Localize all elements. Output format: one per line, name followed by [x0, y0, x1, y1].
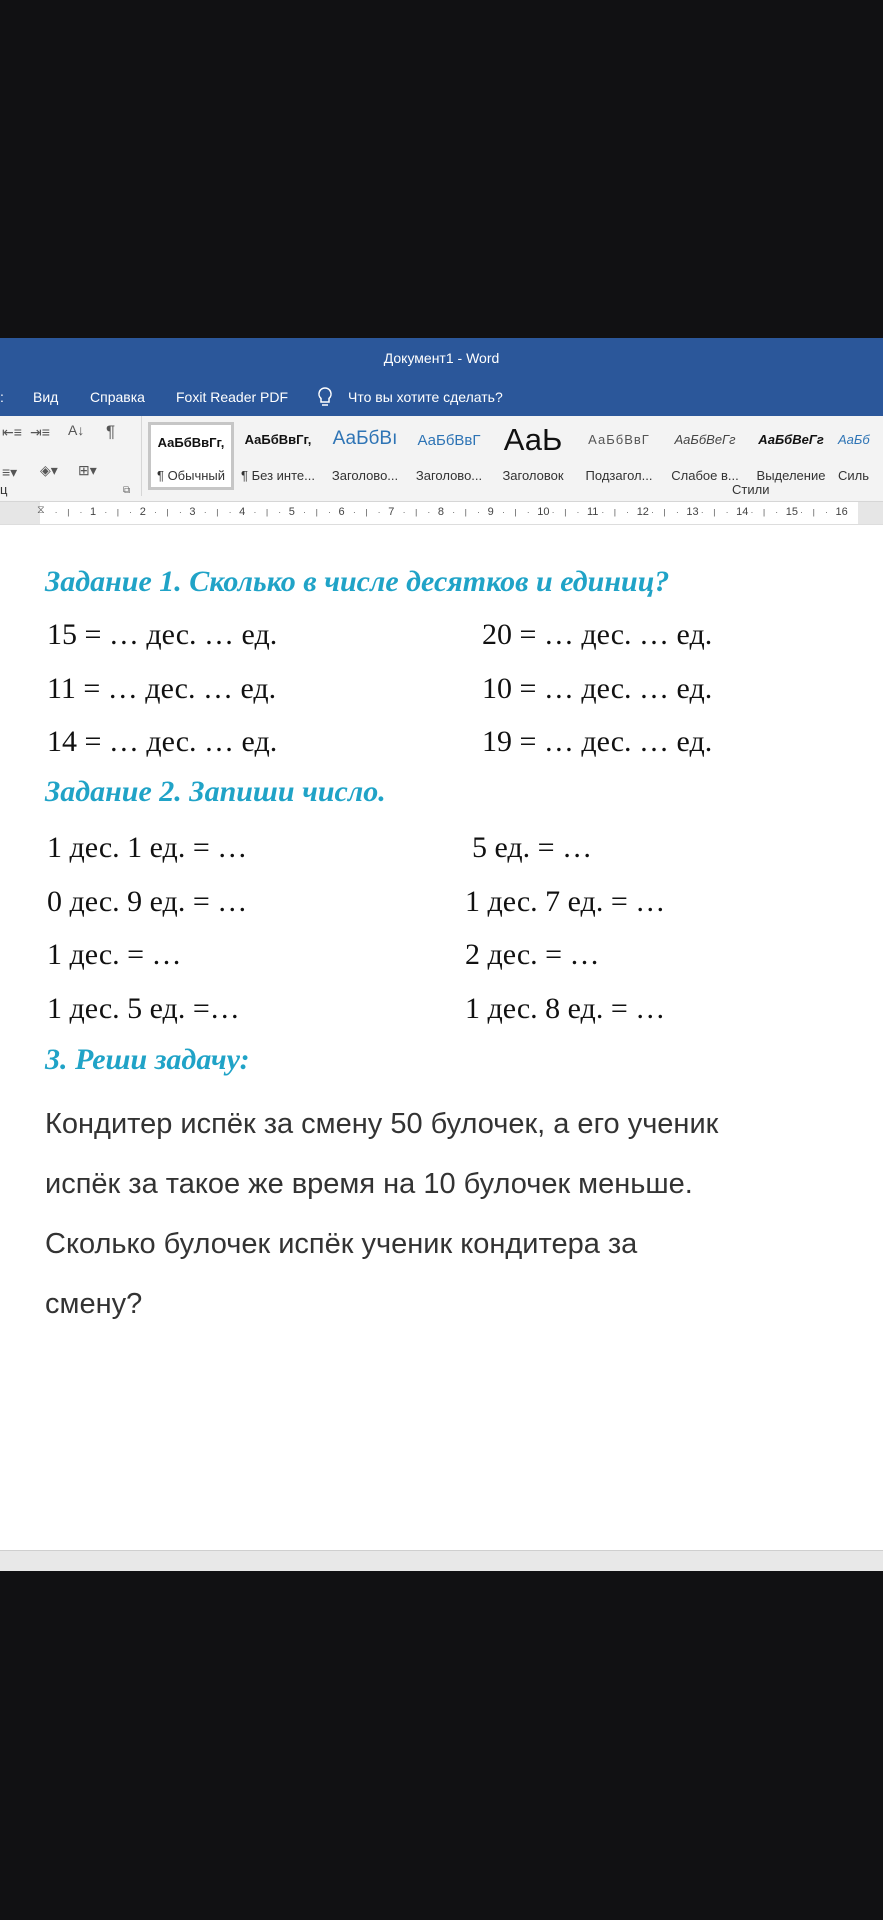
task1-left-3: 14 = … дес. … ед.	[47, 725, 278, 758]
ruler-minor-tick: ·	[377, 508, 381, 517]
style-name: Слабое в...	[671, 468, 739, 483]
ruler-minor-tick: ·	[253, 508, 257, 517]
ruler-minor-tick: ·	[402, 508, 406, 517]
ruler-tick-label: 7	[388, 506, 395, 518]
ruler-tick-label: 15	[785, 506, 799, 518]
style-name: Заголовок	[502, 468, 564, 483]
horizontal-ruler[interactable]	[0, 502, 883, 525]
task3-line-1: Кондитер испёк за смену 50 булочек, а его ученик	[45, 1108, 719, 1140]
ruler-minor-tick: ·	[800, 508, 803, 517]
ruler-minor-tick: |	[67, 508, 70, 517]
task1-left-2: 11 = … дес. … ед.	[47, 672, 277, 705]
style-sample: АаБбВвГ	[588, 432, 650, 447]
style-sample: АаБбВвГг,	[244, 432, 312, 447]
menu-edge-fragment: :	[0, 389, 4, 405]
menu-item-help[interactable]: Справка	[90, 389, 145, 405]
style-heading-2[interactable]	[408, 422, 490, 490]
task1-heading: Задание 1. Сколько в числе десятков и единиц?	[45, 565, 670, 598]
ruler-minor-tick: ·	[452, 508, 456, 517]
style-sample: АаБбВı	[332, 428, 398, 449]
dialog-launcher-icon[interactable]: ⧉	[123, 485, 131, 496]
ruler-minor-tick: ·	[725, 508, 729, 517]
decrease-indent-icon[interactable]: ⇤≡	[2, 424, 22, 440]
style-name: ¶ Обычный	[156, 468, 226, 483]
style-name: Подзагол...	[585, 468, 653, 483]
ruler-minor-tick: ·	[353, 508, 356, 517]
ruler-minor-tick: ·	[203, 508, 207, 517]
style-name: ¶ Без инте...	[241, 468, 315, 483]
ruler-minor-tick: ·	[700, 508, 704, 517]
ruler-minor-tick: ·	[526, 508, 530, 517]
window-title: Документ1 - Word	[383, 350, 500, 366]
task2-right-2: 1 дес. 7 ед. = …	[465, 885, 666, 918]
style-name: Заголово...	[415, 468, 483, 483]
group-label-styles: Стили	[732, 482, 770, 497]
pilcrow-icon[interactable]: ¶	[106, 422, 116, 441]
ruler-minor-tick: ·	[104, 508, 108, 517]
style-subtitle[interactable]	[578, 422, 660, 490]
task1-right-1: 20 = … дес. … ед.	[482, 618, 713, 651]
style-sample: АаБб	[838, 432, 870, 447]
ruler-minor-tick: ·	[502, 508, 505, 517]
ruler-minor-tick: ·	[228, 508, 232, 517]
style-name: Заголово...	[331, 468, 399, 483]
ruler-tick-label: 8	[437, 506, 445, 518]
increase-indent-icon[interactable]: ⇥≡	[30, 424, 50, 440]
menu-item-view[interactable]: Вид	[33, 389, 59, 405]
task2-left-3: 1 дес. = …	[47, 938, 182, 971]
menu-item-foxit[interactable]: Foxit Reader PDF	[176, 389, 289, 405]
style-emphasis[interactable]	[750, 422, 832, 490]
task2-heading: Задание 2. Запиши число.	[45, 775, 386, 808]
ruler-minor-tick: |	[763, 508, 766, 517]
task3-heading: 3. Реши задачу:	[45, 1043, 250, 1076]
ruler-minor-tick: |	[116, 508, 119, 517]
ruler-minor-tick: |	[713, 508, 716, 517]
task1-left-1: 15 = … дес. … ед.	[47, 618, 278, 651]
style-name: Выделение	[756, 468, 826, 483]
ruler-minor-tick: |	[266, 508, 269, 517]
style-subtle-emphasis[interactable]	[664, 422, 746, 490]
ruler-minor-tick: ·	[651, 508, 654, 517]
ruler-minor-tick: ·	[775, 508, 779, 517]
styles-gallery	[148, 422, 883, 490]
task3-line-2: испёк за такое же время на 10 булочек меньше.	[45, 1168, 693, 1200]
ruler-minor-tick: |	[514, 508, 517, 517]
style-normal[interactable]	[148, 422, 234, 490]
task2-left-2: 0 дес. 9 ед. = …	[47, 885, 248, 918]
ruler-minor-tick: ·	[154, 508, 157, 517]
style-heading-1[interactable]	[324, 422, 406, 490]
group-label-paragraph: ц	[0, 482, 8, 497]
document-page[interactable]	[0, 525, 883, 1550]
ruler-minor-tick: ·	[79, 508, 83, 517]
ruler-tick-label: 4	[239, 506, 246, 518]
style-title[interactable]	[494, 422, 572, 490]
menu-bar	[0, 378, 883, 416]
ruler-minor-tick: ·	[179, 508, 182, 517]
ruler-tick-label: 12	[636, 506, 649, 518]
task2-right-4: 1 дес. 8 ед. = …	[465, 992, 666, 1025]
ruler-minor-tick: ·	[328, 508, 331, 517]
ruler-margin-right	[858, 502, 883, 524]
task2-left-1: 1 дес. 1 ед. = …	[47, 831, 248, 864]
ruler-minor-tick: |	[166, 508, 169, 517]
style-strong[interactable]	[836, 422, 883, 490]
ruler-minor-tick: ·	[129, 508, 132, 517]
style-sample: АаБбВвГ	[417, 432, 481, 449]
ruler-minor-tick: ·	[576, 508, 580, 517]
sort-icon[interactable]: A↓	[68, 422, 85, 438]
ruler-minor-tick: |	[812, 508, 815, 517]
task3-line-3: Сколько булочек испёк ученик кондитера за	[45, 1228, 638, 1260]
ruler-minor-tick: |	[613, 508, 616, 517]
style-no-spacing[interactable]	[236, 422, 320, 490]
task1-right-2: 10 = … дес. … ед.	[482, 672, 713, 705]
ruler-tick-label: 11	[587, 506, 599, 518]
ruler-tick-label: 14	[736, 506, 749, 518]
ruler-minor-tick: ·	[626, 508, 629, 517]
style-sample: АаБбВвГг,	[157, 435, 225, 450]
ribbon	[0, 416, 883, 502]
ruler-tick-label: 10	[537, 506, 550, 518]
ruler-minor-tick: |	[216, 508, 219, 517]
ruler-minor-tick: ·	[551, 508, 555, 517]
ruler-minor-tick: ·	[278, 508, 282, 517]
ruler-tick-label: 9	[487, 506, 494, 518]
ruler-minor-tick: |	[464, 508, 467, 517]
ruler-minor-tick: ·	[676, 508, 679, 517]
borders-icon[interactable]: ⊞▾	[78, 462, 97, 478]
task3-line-4: смену?	[45, 1288, 143, 1320]
ruler-tick-label: 16	[835, 506, 848, 518]
ruler-tick-label: 3	[189, 506, 196, 518]
ruler-minor-tick: ·	[825, 508, 828, 517]
task2-right-1: 5 ед. = …	[472, 831, 593, 864]
task2-left-4: 1 дес. 5 ед. =…	[47, 992, 240, 1025]
ruler-minor-tick: |	[315, 508, 318, 517]
ruler-minor-tick: |	[663, 508, 666, 517]
ruler-tick-label: 6	[338, 506, 345, 518]
ruler-minor-tick: |	[564, 508, 567, 517]
indent-marker-icon[interactable]: ⧖	[37, 504, 45, 516]
ruler-tick-label: 5	[288, 506, 295, 518]
ruler-margin-left	[0, 502, 40, 524]
line-spacing-icon[interactable]: ≡▾	[2, 464, 18, 480]
ruler-tick-label: 13	[686, 506, 699, 518]
ruler-minor-tick: ·	[54, 508, 58, 517]
ruler-minor-tick: ·	[477, 508, 480, 517]
tell-me-input[interactable]: Что вы хотите сделать?	[348, 389, 503, 405]
lightbulb-icon[interactable]	[316, 386, 334, 411]
style-sample: АаБбВеГг	[674, 432, 736, 447]
ruler-minor-tick: |	[365, 508, 368, 517]
task2-right-3: 2 дес. = …	[465, 938, 600, 971]
group-divider	[141, 416, 142, 496]
ruler-minor-tick: |	[415, 508, 418, 517]
ruler-minor-tick: ·	[427, 508, 431, 517]
status-bar	[0, 1550, 883, 1571]
word-window	[0, 338, 883, 1570]
ruler-minor-tick: ·	[601, 508, 605, 517]
ruler-minor-tick: ·	[750, 508, 754, 517]
style-sample: АаЬ	[503, 422, 563, 457]
title-bar	[0, 338, 883, 378]
ruler-tick-label: 2	[139, 506, 146, 518]
style-name: Силь	[838, 468, 870, 483]
task1-right-3: 19 = … дес. … ед.	[482, 725, 713, 758]
shading-icon[interactable]: ◈▾	[40, 462, 58, 478]
ruler-tick-label: 1	[90, 506, 97, 518]
ruler-minor-tick: ·	[303, 508, 306, 517]
style-sample: АаБбВеГг	[758, 432, 824, 447]
